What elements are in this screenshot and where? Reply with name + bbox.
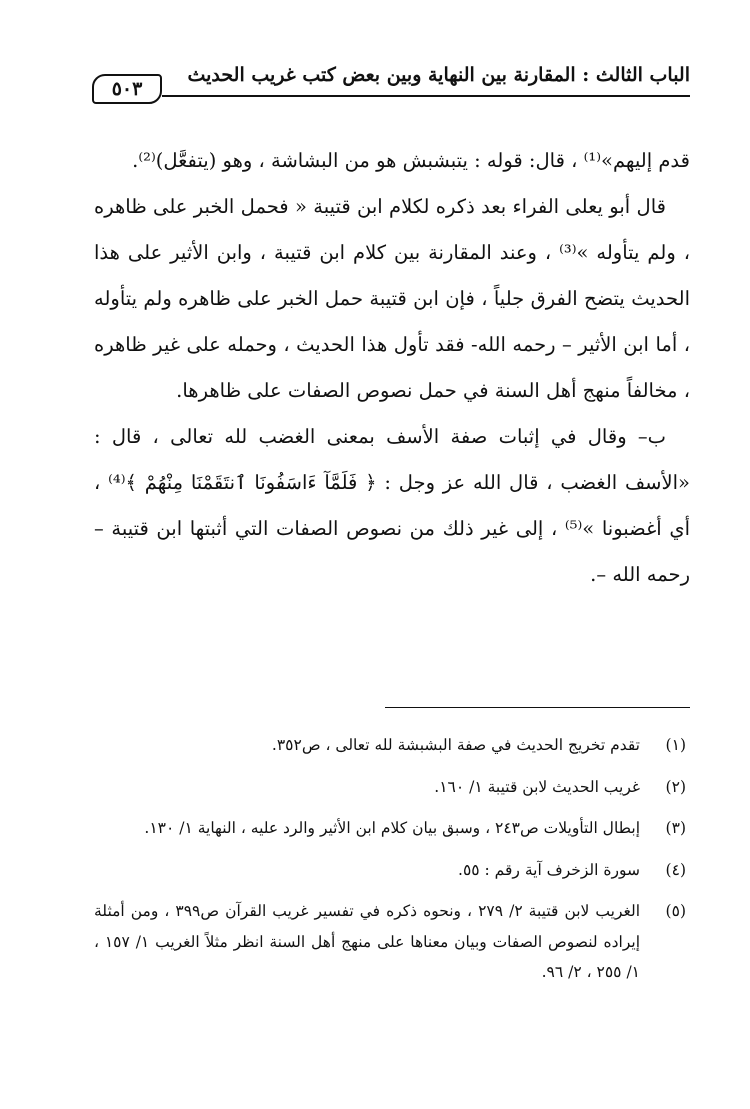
header-rule bbox=[162, 95, 690, 97]
paragraph: ب– وقال في إثبات صفة الأسف بمعنى الغضب لله تعالى ، قال : «الأسف الغضب ، قال الله عز وجل : ﴿ فَلَمَّآ ءَاسَفُونَا ٱنتَقَمْنَا مِنْهُمْ ﴾⁽⁴⁾ ، أي أغضبونا »⁽⁵⁾ ، إلى غير ذلك من نصوص الصفات التي أثبتها ابن قتيبة – رحمه الله –. bbox=[94, 425, 690, 586]
footnote-number: (٥) bbox=[665, 902, 686, 920]
footnote-text: إبطال التأويلات ص٢٤٣ ، وسبق بيان كلام ابن الأثير والرد عليه ، النهاية ١/ ١٣٠. bbox=[144, 819, 640, 837]
running-title: الباب الثالث : المقارنة بين النهاية وبين بعض كتب غريب الحديث bbox=[187, 64, 690, 86]
footnote-number: (١) bbox=[665, 736, 686, 754]
footnote-text: الغريب لابن قتيبة ٢/ ٢٧٩ ، ونحوه ذكره في تفسير غريب القرآن ص٣٩٩ ، ومن أمثلة إيراده لنصوص الصفات وبيان معناها على منهج أهل السنة انظر مثلاً الغريب ١/ ١٥٧ ، ١/ ٢٥٥ ، ٢/ ٩٦. bbox=[94, 902, 641, 981]
paragraph: قدم إليهم»⁽¹⁾ ، قال: قوله : يتبشبش هو من البشاشة ، وهو (يتفعَّل)⁽²⁾. bbox=[132, 149, 690, 172]
footnote-text: سورة الزخرف آية رقم : ٥٥. bbox=[458, 860, 640, 879]
paragraph: قال أبو يعلى الفراء بعد ذكره لكلام ابن قتيبة « فحمل الخبر على ظاهره ، ولم يتأوله »⁽³⁾ ، وعند المقارنة بين كلام ابن قتيبة ، وابن الأثير على هذا الحديث يتضح الفرق جلياً ، فإن ابن قتيبة حمل الخبر على ظاهره ولم يتأوله ، أما ابن الأثير – رحمه الله- فقد تأول هذا الحديث ، وحمله على غير ظاهره ، مخالفاً منهج أهل السنة في حمل نصوص الصفات على ظاهرها. bbox=[94, 195, 690, 402]
footnote-number: (٢) bbox=[665, 777, 686, 796]
footnote bbox=[94, 813, 692, 844]
main-text bbox=[94, 138, 690, 598]
footnote-number: (٤) bbox=[665, 860, 686, 879]
footnote bbox=[94, 730, 692, 761]
footnote-text: تقدم تخريج الحديث في صفة البشبشة لله تعالى ، ص٣٥٢. bbox=[271, 736, 640, 754]
page-header bbox=[92, 62, 690, 102]
page-number-frame bbox=[92, 74, 162, 104]
footnotes bbox=[94, 730, 692, 999]
footnote-separator bbox=[385, 707, 690, 708]
footnote-text: غريب الحديث لابن قتيبة ١/ ١٦٠. bbox=[434, 777, 640, 796]
footnote-number: (٣) bbox=[665, 819, 686, 837]
footnote bbox=[94, 855, 692, 886]
footnote bbox=[94, 896, 692, 988]
page-number: ٥٠٣ bbox=[111, 78, 143, 100]
footnote bbox=[94, 772, 692, 803]
